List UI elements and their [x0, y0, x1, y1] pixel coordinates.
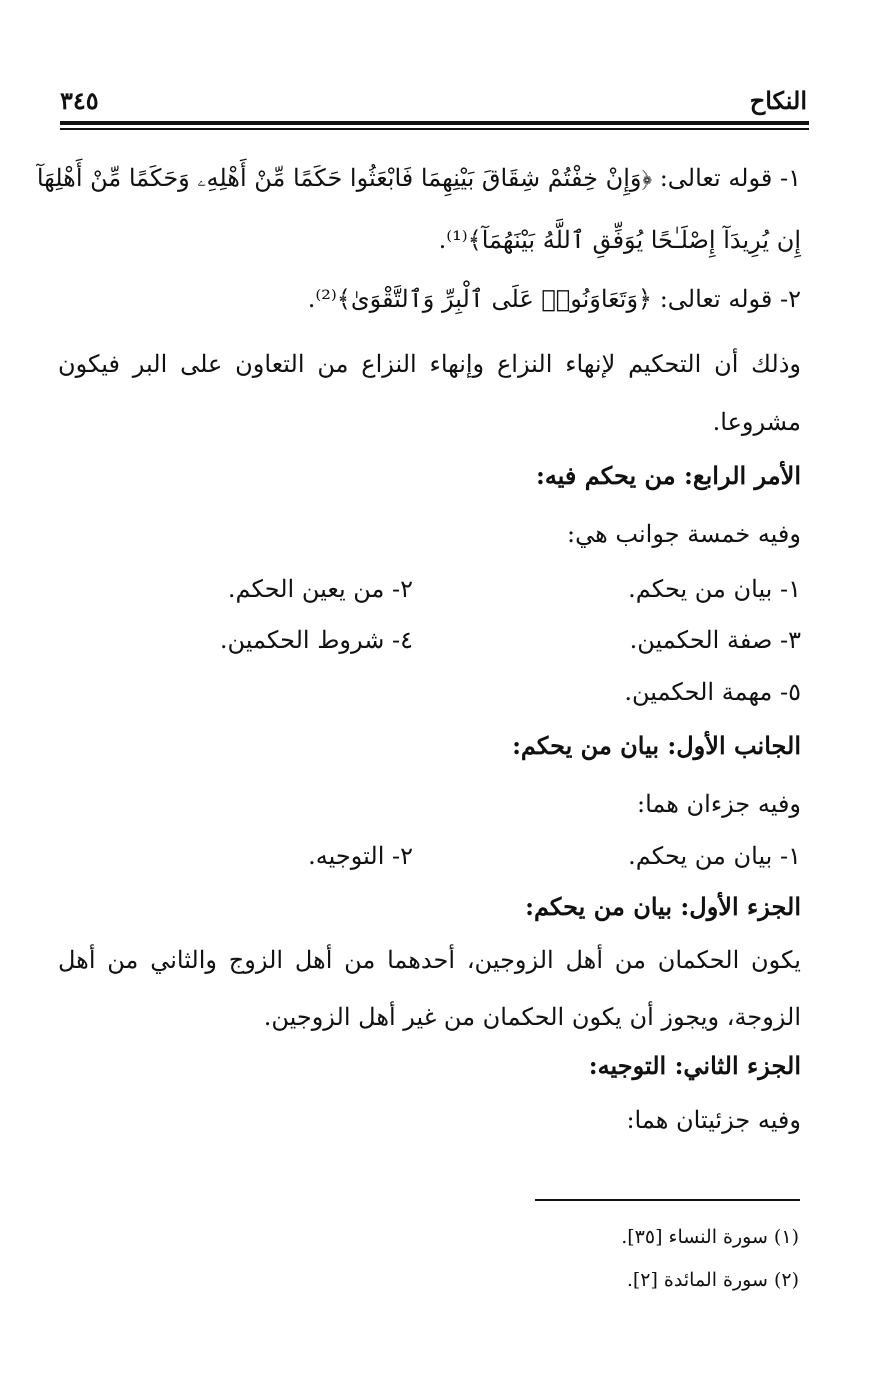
list-item: ٣- صفة الحكمين.	[629, 626, 801, 654]
section-heading: الجزء الأول: بيان من يحكم:	[525, 892, 801, 921]
evidence-1-line-2: إِن يُرِيدَآ إِصْلَـٰحًا يُوَفِّقِ ٱللَّهُ بَيْنَهُمَآ﴾⁽¹⁾.	[438, 226, 801, 254]
paragraph-line: الزوجة، ويجوز أن يكون الحكمان من غير أهل الزوجين.	[263, 1003, 801, 1031]
evidence-2: ٢- قوله تعالى: ﴿وَتَعَاوَنُوا۟ عَلَى ٱلْبِرِّ وَٱلتَّقْوَىٰ﴾⁽²⁾.	[307, 285, 801, 313]
paragraph-line: يكون الحكمان من أهل الزوجين، أحدهما من أهل الزوج والثاني من أهل	[58, 946, 801, 974]
section-heading: الجانب الأول: بيان من يحكم:	[512, 731, 801, 760]
list-item: ٥- مهمة الحكمين.	[624, 678, 801, 706]
paragraph-line: وفيه جزءان هما:	[636, 790, 801, 818]
paragraph-line: وفيه جزئيتان هما:	[626, 1106, 801, 1134]
section-heading: الجزء الثاني: التوجيه:	[588, 1051, 801, 1080]
list-item: ٢- من يعين الحكم.	[227, 575, 413, 603]
running-header	[60, 82, 807, 118]
header-rule-thin	[60, 128, 809, 130]
list-item: ٤- شروط الحكمين.	[219, 626, 413, 654]
list-item: ١- بيان من يحكم.	[628, 842, 801, 870]
footnote: (١) سورة النساء [٣٥].	[621, 1226, 799, 1248]
footnote-separator	[535, 1199, 800, 1201]
section-heading: الأمر الرابع: من يحكم فيه:	[535, 461, 801, 490]
list-item: ٢- التوجيه.	[308, 842, 413, 870]
header-rule-thick	[60, 121, 809, 125]
paragraph-line: مشروعا.	[712, 408, 801, 436]
evidence-1-line-1: ١- قوله تعالى: ﴿وَإِنْ خِفْتُمْ شِقَاقَ بَيْنِهِمَا فَابْعَثُوا حَكَمًا مِّنْ أَهْلِهِۦ وَحَكَمًا مِّنْ أَهْلِهَآ	[36, 164, 801, 192]
page-number: ٣٤٥	[60, 86, 99, 115]
list-item: ١- بيان من يحكم.	[628, 575, 801, 603]
paragraph-line: وذلك أن التحكيم لإنهاء النزاع وإنهاء النزاع من التعاون على البر فيكون	[58, 350, 801, 378]
footnote: (٢) سورة المائدة [٢].	[626, 1269, 799, 1291]
paragraph-line: وفيه خمسة جوانب هي:	[567, 520, 801, 548]
chapter-title: النكاح	[749, 86, 807, 115]
